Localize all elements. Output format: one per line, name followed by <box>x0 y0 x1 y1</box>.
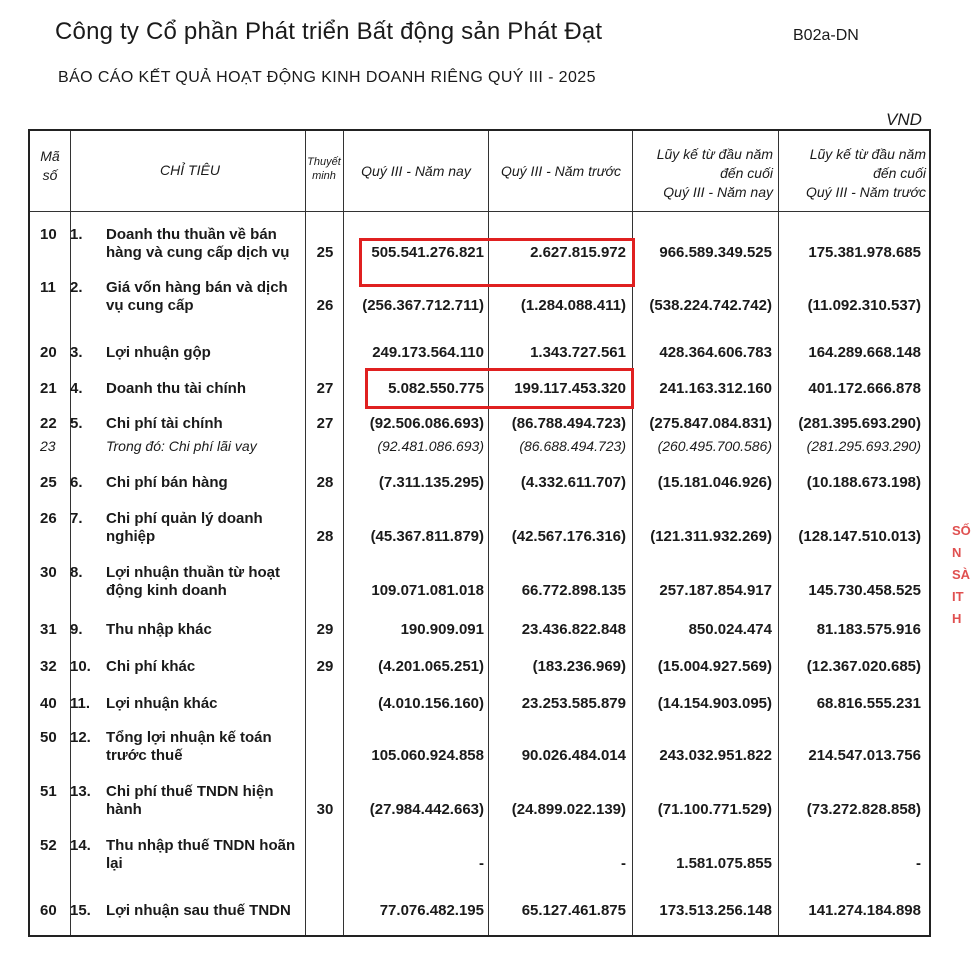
form-code: B02a-DN <box>793 27 859 44</box>
row-q3-current: 505.541.276.821 <box>371 244 484 261</box>
row-index: 2. <box>70 279 83 296</box>
row-q3-previous: 90.026.484.014 <box>521 747 626 764</box>
row-note: 29 <box>316 621 334 638</box>
row-ytd-current: (538.224.742.742) <box>649 297 772 314</box>
stamp-text: H <box>952 611 962 626</box>
row-q3-previous: 199.117.453.320 <box>514 380 626 397</box>
row-q3-previous: (24.899.022.139) <box>511 801 626 818</box>
row-q3-previous: (4.332.611.707) <box>520 474 626 491</box>
row-ytd-current: (71.100.771.529) <box>657 801 772 818</box>
row-index: 12. <box>70 729 91 746</box>
row-item-name: Doanh thu thuần về bán hàng và cung cấp dịch vụ <box>106 226 290 261</box>
row-index: 7. <box>70 510 83 527</box>
row-ytd-current: 1.581.075.855 <box>676 855 772 872</box>
row-q3-current: 249.173.564.110 <box>372 344 484 361</box>
row-index: 15. <box>70 902 91 919</box>
row-code: 11 <box>40 279 56 296</box>
row-ytd-previous: 164.289.668.148 <box>808 344 921 361</box>
row-item-name: Chi phí bán hàng <box>106 474 228 491</box>
row-note: 27 <box>316 415 334 432</box>
row-index: 4. <box>70 380 83 397</box>
header-q3-current: Quý III - Năm nay <box>361 163 471 179</box>
row-q3-previous: 65.127.461.875 <box>521 902 626 919</box>
red-stamp <box>952 520 976 710</box>
stamp-text: N <box>952 545 962 560</box>
row-ytd-current: (275.847.084.831) <box>649 415 772 432</box>
row-ytd-current: 173.513.256.148 <box>659 902 772 919</box>
row-note: 27 <box>316 380 334 397</box>
row-note: 29 <box>316 658 334 675</box>
row-code: 50 <box>40 729 57 746</box>
row-item-name: Lợi nhuận sau thuế TNDN <box>106 902 291 919</box>
row-ytd-current: 243.032.951.822 <box>659 747 772 764</box>
row-q3-previous: (1.284.088.411) <box>520 297 626 314</box>
row-code: 40 <box>40 695 57 712</box>
row-q3-current: (4.201.065.251) <box>378 658 484 675</box>
row-code: 32 <box>40 658 57 675</box>
row-ytd-current: 241.163.312.160 <box>659 380 772 397</box>
row-q3-current: (45.367.811.879) <box>370 528 484 545</box>
row-code: 30 <box>40 564 57 581</box>
row-ytd-previous: (281.395.693.290) <box>798 415 921 432</box>
row-ytd-previous: (281.295.693.290) <box>806 438 921 454</box>
row-index: 13. <box>70 783 91 800</box>
row-q3-previous: 2.627.815.972 <box>530 244 626 261</box>
row-ytd-previous: 214.547.013.756 <box>808 747 921 764</box>
header-ytd-previous: Lũy kế từ đầu năm đến cuối Quý III - Năm trước <box>805 146 926 200</box>
row-code: 51 <box>40 783 57 800</box>
row-ytd-previous: (12.367.020.685) <box>806 658 921 675</box>
stamp-text: SÀ <box>952 567 971 582</box>
row-ytd-previous: 175.381.978.685 <box>808 244 921 261</box>
row-item-name: Chi phí thuế TNDN hiện hành <box>106 783 274 818</box>
row-q3-current: (7.311.135.295) <box>378 474 484 491</box>
header-note: Thuyết minh <box>307 156 341 182</box>
row-code: 60 <box>40 902 57 919</box>
row-q3-current: 109.071.081.018 <box>371 582 484 599</box>
row-q3-previous: (86.788.494.723) <box>511 415 626 432</box>
row-ytd-current: 428.364.606.783 <box>659 344 772 361</box>
header-code: Mã số <box>40 148 60 183</box>
row-q3-current: (92.506.086.693) <box>369 415 484 432</box>
row-note: 25 <box>316 244 334 261</box>
header-divider <box>30 211 929 212</box>
row-index: 3. <box>70 344 83 361</box>
company-name: Công ty Cổ phần Phát triển Bất động sản Phát Đạt <box>55 18 603 45</box>
row-ytd-previous: - <box>916 855 921 872</box>
row-item-name: Chi phí tài chính <box>106 415 223 432</box>
row-item-name: Lợi nhuận gộp <box>106 344 211 361</box>
divider-code <box>70 131 71 935</box>
row-index: 1. <box>70 226 83 243</box>
row-q3-current: (256.367.712.711) <box>362 297 484 314</box>
row-item-name: Doanh thu tài chính <box>106 380 246 397</box>
row-ytd-current: (14.154.903.095) <box>657 695 772 712</box>
row-ytd-previous: 141.274.184.898 <box>808 902 921 919</box>
row-note: 30 <box>316 801 334 818</box>
row-ytd-current: 966.589.349.525 <box>659 244 772 261</box>
row-item-name: Lợi nhuận khác <box>106 695 218 712</box>
currency-label: VND <box>886 110 922 129</box>
row-ytd-previous: 68.816.555.231 <box>816 695 921 712</box>
row-item-name: Trong đó: Chi phí lãi vay <box>106 438 257 454</box>
row-code: 20 <box>40 344 57 361</box>
row-q3-current: - <box>479 855 484 872</box>
row-item-name: Thu nhập thuế TNDN hoãn lại <box>106 837 296 872</box>
row-q3-current: 190.909.091 <box>400 621 484 638</box>
row-q3-previous: (86.688.494.723) <box>519 438 626 454</box>
row-code: 26 <box>40 510 57 527</box>
row-q3-current: 5.082.550.775 <box>388 380 484 397</box>
row-q3-current: 105.060.924.858 <box>371 747 484 764</box>
row-code: 22 <box>40 415 57 432</box>
row-q3-previous: 23.253.585.879 <box>521 695 626 712</box>
stamp-text: IT <box>952 589 964 604</box>
row-code: 23 <box>40 438 56 454</box>
row-index: 11. <box>70 695 91 712</box>
row-item-name: Tổng lợi nhuận kế toán trước thuế <box>106 729 272 764</box>
row-code: 10 <box>40 226 57 243</box>
row-q3-current: (92.481.086.693) <box>377 438 484 454</box>
row-index: 6. <box>70 474 83 491</box>
row-ytd-current: (260.495.700.586) <box>657 438 772 454</box>
header-item: CHỈ TIÊU <box>160 162 220 178</box>
row-q3-current: (4.010.156.160) <box>378 695 484 712</box>
row-ytd-current: (121.311.932.269) <box>650 528 772 545</box>
divider-note <box>343 131 344 935</box>
row-index: 10. <box>70 658 91 675</box>
row-q3-previous: 1.343.727.561 <box>530 344 626 361</box>
row-index: 9. <box>70 621 83 638</box>
highlight-revenue <box>359 238 635 287</box>
row-q3-previous: - <box>621 855 626 872</box>
row-index: 8. <box>70 564 83 581</box>
row-ytd-current: (15.004.927.569) <box>657 658 772 675</box>
row-q3-current: 77.076.482.195 <box>379 902 484 919</box>
header-ytd-current: Lũy kế từ đầu năm đến cuối Quý III - Năm nay <box>656 146 773 200</box>
row-index: 5. <box>70 415 83 432</box>
row-q3-current: (27.984.442.663) <box>369 801 484 818</box>
row-ytd-previous: (10.188.673.198) <box>806 474 921 491</box>
row-note: 26 <box>316 297 334 314</box>
stamp-text: SỐ <box>952 523 971 538</box>
row-index: 14. <box>70 837 91 854</box>
row-item-name: Thu nhập khác <box>106 621 212 638</box>
row-item-name: Chi phí khác <box>106 658 196 675</box>
highlight-financial-income <box>365 368 634 409</box>
row-ytd-previous: (128.147.510.013) <box>798 528 921 545</box>
row-item-name: Chi phí quản lý doanh nghiệp <box>106 510 263 545</box>
row-code: 21 <box>40 380 57 397</box>
header-q3-previous: Quý III - Năm trước <box>500 163 621 179</box>
divider-ytd-current <box>778 131 779 935</box>
row-ytd-previous: 401.172.666.878 <box>808 380 921 397</box>
row-q3-previous: (42.567.176.316) <box>511 528 626 545</box>
row-ytd-current: (15.181.046.926) <box>657 474 772 491</box>
row-q3-previous: (183.236.969) <box>532 658 626 675</box>
row-code: 52 <box>40 837 57 854</box>
row-ytd-current: 257.187.854.917 <box>659 582 772 599</box>
row-code: 25 <box>40 474 57 491</box>
row-ytd-previous: 81.183.575.916 <box>816 621 921 638</box>
row-item-name: Lợi nhuận thuần từ hoạt động kinh doanh <box>106 564 281 599</box>
row-note: 28 <box>316 528 334 545</box>
row-ytd-current: 850.024.474 <box>688 621 772 638</box>
row-q3-previous: 23.436.822.848 <box>521 621 626 638</box>
row-code: 31 <box>40 621 57 638</box>
row-q3-previous: 66.772.898.135 <box>521 582 626 599</box>
row-ytd-previous: (11.092.310.537) <box>807 297 921 314</box>
row-item-name: Giá vốn hàng bán và dịch vụ cung cấp <box>106 279 288 314</box>
report-title: BÁO CÁO KẾT QUẢ HOẠT ĐỘNG KINH DOANH RIÊNG QUÝ III - 2025 <box>58 69 596 86</box>
row-note: 28 <box>316 474 334 491</box>
income-statement-table <box>28 129 931 937</box>
row-ytd-previous: 145.730.458.525 <box>808 582 921 599</box>
row-ytd-previous: (73.272.828.858) <box>806 801 921 818</box>
